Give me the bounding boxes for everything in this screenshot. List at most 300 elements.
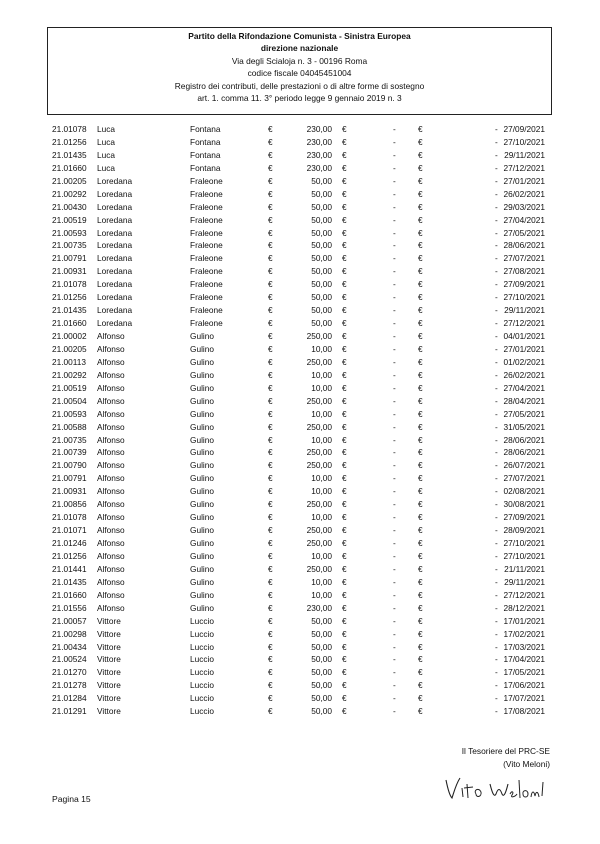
row-date: 27/07/2021 xyxy=(503,253,545,264)
euro-symbol: € xyxy=(418,253,423,264)
row-last-name: Fraleone xyxy=(190,292,223,303)
row-first-name: Alfonso xyxy=(97,331,125,341)
euro-symbol: € xyxy=(268,136,273,147)
table-row xyxy=(0,550,600,563)
empty-value-dash: - xyxy=(495,706,498,717)
row-last-name: Fraleone xyxy=(190,188,223,199)
empty-value-dash: - xyxy=(495,473,498,484)
row-first-name: Alfonso xyxy=(97,460,125,471)
handwritten-signature xyxy=(440,770,550,802)
euro-symbol: € xyxy=(342,538,347,548)
row-date: 26/02/2021 xyxy=(503,369,545,380)
empty-value-dash: - xyxy=(495,667,498,678)
row-first-name: Alfonso xyxy=(97,486,125,497)
row-date: 27/01/2021 xyxy=(503,175,545,186)
euro-symbol: € xyxy=(418,266,423,277)
row-first-name: Vittore xyxy=(97,680,121,691)
euro-symbol: € xyxy=(268,447,273,458)
table-row xyxy=(0,278,600,291)
row-last-name: Luccio xyxy=(190,667,214,678)
row-amount: 250,00 xyxy=(306,421,332,432)
row-date: 27/10/2021 xyxy=(503,136,545,147)
euro-symbol: € xyxy=(418,408,423,419)
row-code: 21.00430 xyxy=(52,201,87,212)
legal-reference: art. 1. comma 11. 3° periodo legge 9 gennaio 2019 n. 3 xyxy=(197,93,402,104)
row-last-name: Fraleone xyxy=(190,305,223,316)
euro-symbol: € xyxy=(342,473,347,484)
euro-symbol: € xyxy=(268,525,273,536)
euro-symbol: € xyxy=(342,136,347,147)
euro-symbol: € xyxy=(418,680,423,691)
row-first-name: Alfonso xyxy=(97,512,125,523)
empty-value-dash: - xyxy=(495,421,498,432)
euro-symbol: € xyxy=(418,369,423,380)
row-last-name: Gulino xyxy=(190,486,214,497)
euro-symbol: € xyxy=(268,680,273,691)
row-last-name: Gulino xyxy=(190,602,214,613)
euro-symbol: € xyxy=(342,227,347,238)
row-first-name: Alfonso xyxy=(97,602,125,613)
row-date: 30/08/2021 xyxy=(503,499,545,510)
euro-symbol: € xyxy=(268,628,273,639)
euro-symbol: € xyxy=(418,136,423,147)
row-date: 27/04/2021 xyxy=(503,382,545,393)
table-row xyxy=(0,369,600,382)
euro-symbol: € xyxy=(268,305,273,316)
table-row xyxy=(0,395,600,408)
empty-value-dash: - xyxy=(495,408,498,419)
table-row xyxy=(0,239,600,252)
euro-symbol: € xyxy=(268,253,273,264)
row-first-name: Loredana xyxy=(97,305,133,316)
row-first-name: Alfonso xyxy=(97,395,125,406)
row-date: 27/09/2021 xyxy=(503,124,545,134)
table-row xyxy=(0,472,600,485)
row-code: 21.01435 xyxy=(52,149,87,160)
table-row xyxy=(0,589,600,602)
empty-value-dash: - xyxy=(495,253,498,264)
euro-symbol: € xyxy=(268,162,273,173)
euro-symbol: € xyxy=(418,499,423,510)
euro-symbol: € xyxy=(342,421,347,432)
euro-symbol: € xyxy=(342,680,347,691)
row-amount: 50,00 xyxy=(311,227,332,238)
euro-symbol: € xyxy=(418,124,423,134)
row-date: 29/11/2021 xyxy=(504,576,545,587)
euro-symbol: € xyxy=(268,589,273,600)
euro-symbol: € xyxy=(268,641,273,652)
row-last-name: Fontana xyxy=(190,124,221,134)
row-amount: 10,00 xyxy=(311,434,332,445)
row-first-name: Vittore xyxy=(97,667,121,678)
row-first-name: Luca xyxy=(97,124,115,134)
row-amount: 50,00 xyxy=(311,641,332,652)
table-row xyxy=(0,485,600,498)
row-first-name: Alfonso xyxy=(97,343,125,354)
row-last-name: Fraleone xyxy=(190,318,223,329)
tax-code: codice fiscale 04045451004 xyxy=(247,68,352,79)
table-row xyxy=(0,576,600,589)
euro-symbol: € xyxy=(418,305,423,316)
row-date: 27/12/2021 xyxy=(503,318,545,329)
row-code: 21.00292 xyxy=(52,188,87,199)
empty-value-dash: - xyxy=(495,563,498,574)
row-amount: 10,00 xyxy=(311,343,332,354)
row-code: 21.00791 xyxy=(52,253,87,264)
row-code: 21.01256 xyxy=(52,292,87,303)
row-amount: 10,00 xyxy=(311,589,332,600)
empty-value-dash: - xyxy=(393,499,396,510)
empty-value-dash: - xyxy=(495,136,498,147)
euro-symbol: € xyxy=(268,149,273,160)
table-row xyxy=(0,162,600,175)
euro-symbol: € xyxy=(342,563,347,574)
table-row xyxy=(0,692,600,705)
euro-symbol: € xyxy=(268,434,273,445)
row-last-name: Gulino xyxy=(190,525,214,536)
empty-value-dash: - xyxy=(393,279,396,290)
euro-symbol: € xyxy=(418,486,423,497)
euro-symbol: € xyxy=(268,576,273,587)
row-amount: 250,00 xyxy=(306,331,332,341)
row-first-name: Alfonso xyxy=(97,563,125,574)
empty-value-dash: - xyxy=(393,550,396,561)
euro-symbol: € xyxy=(418,563,423,574)
euro-symbol: € xyxy=(418,188,423,199)
empty-value-dash: - xyxy=(495,305,498,316)
empty-value-dash: - xyxy=(393,473,396,484)
row-amount: 50,00 xyxy=(311,188,332,199)
table-row xyxy=(0,537,600,550)
euro-symbol: € xyxy=(418,421,423,432)
row-code: 21.00002 xyxy=(52,331,87,341)
row-code: 21.00205 xyxy=(52,343,87,354)
row-amount: 10,00 xyxy=(311,486,332,497)
row-code: 21.00113 xyxy=(52,356,86,367)
euro-symbol: € xyxy=(268,563,273,574)
euro-symbol: € xyxy=(342,447,347,458)
euro-symbol: € xyxy=(342,162,347,173)
euro-symbol: € xyxy=(342,356,347,367)
euro-symbol: € xyxy=(268,201,273,212)
empty-value-dash: - xyxy=(393,356,396,367)
row-date: 04/01/2021 xyxy=(503,331,545,341)
row-first-name: Loredana xyxy=(97,266,133,277)
euro-symbol: € xyxy=(268,188,273,199)
row-first-name: Vittore xyxy=(97,693,121,704)
empty-value-dash: - xyxy=(495,318,498,329)
table-row xyxy=(0,227,600,240)
row-code: 21.01660 xyxy=(52,162,87,173)
row-amount: 50,00 xyxy=(311,693,332,704)
euro-symbol: € xyxy=(268,486,273,497)
table-row xyxy=(0,511,600,524)
row-last-name: Luccio xyxy=(190,706,214,717)
empty-value-dash: - xyxy=(495,188,498,199)
euro-symbol: € xyxy=(342,305,347,316)
row-last-name: Fraleone xyxy=(190,279,223,290)
euro-symbol: € xyxy=(268,408,273,419)
row-last-name: Fraleone xyxy=(190,214,223,225)
empty-value-dash: - xyxy=(393,589,396,600)
row-date: 26/02/2021 xyxy=(503,188,545,199)
table-row xyxy=(0,459,600,472)
euro-symbol: € xyxy=(418,602,423,613)
euro-symbol: € xyxy=(342,253,347,264)
euro-symbol: € xyxy=(418,227,423,238)
empty-value-dash: - xyxy=(393,538,396,548)
empty-value-dash: - xyxy=(495,227,498,238)
row-code: 21.01441 xyxy=(52,563,87,574)
row-code: 21.00735 xyxy=(52,434,87,445)
row-date: 17/06/2021 xyxy=(503,680,545,691)
row-amount: 50,00 xyxy=(311,654,332,665)
table-row xyxy=(0,330,600,343)
euro-symbol: € xyxy=(342,201,347,212)
empty-value-dash: - xyxy=(495,175,498,186)
euro-symbol: € xyxy=(268,602,273,613)
empty-value-dash: - xyxy=(393,460,396,471)
row-code: 21.00434 xyxy=(52,641,87,652)
row-code: 21.01435 xyxy=(52,576,87,587)
euro-symbol: € xyxy=(342,175,347,186)
row-first-name: Alfonso xyxy=(97,525,125,536)
row-last-name: Gulino xyxy=(190,343,214,354)
row-date: 28/04/2021 xyxy=(503,395,545,406)
euro-symbol: € xyxy=(418,201,423,212)
row-amount: 10,00 xyxy=(311,369,332,380)
euro-symbol: € xyxy=(418,538,423,548)
table-row xyxy=(0,408,600,421)
euro-symbol: € xyxy=(342,214,347,225)
table-row xyxy=(0,252,600,265)
row-date: 17/03/2021 xyxy=(503,641,545,652)
row-last-name: Luccio xyxy=(190,680,214,691)
row-last-name: Fontana xyxy=(190,149,221,160)
empty-value-dash: - xyxy=(495,149,498,160)
euro-symbol: € xyxy=(268,292,273,303)
table-row xyxy=(0,563,600,576)
row-code: 21.01256 xyxy=(52,136,87,147)
euro-symbol: € xyxy=(418,615,423,626)
empty-value-dash: - xyxy=(393,318,396,329)
empty-value-dash: - xyxy=(495,124,498,134)
row-date: 27/10/2021 xyxy=(503,538,545,548)
empty-value-dash: - xyxy=(495,356,498,367)
row-last-name: Gulino xyxy=(190,576,214,587)
empty-value-dash: - xyxy=(393,136,396,147)
empty-value-dash: - xyxy=(393,421,396,432)
row-amount: 230,00 xyxy=(306,602,332,613)
empty-value-dash: - xyxy=(393,266,396,277)
row-last-name: Luccio xyxy=(190,628,214,639)
row-code: 21.01660 xyxy=(52,589,87,600)
euro-symbol: € xyxy=(418,693,423,704)
empty-value-dash: - xyxy=(495,395,498,406)
row-first-name: Loredana xyxy=(97,240,133,251)
row-last-name: Gulino xyxy=(190,550,214,561)
empty-value-dash: - xyxy=(495,266,498,277)
empty-value-dash: - xyxy=(393,447,396,458)
row-code: 21.01256 xyxy=(52,550,87,561)
row-last-name: Fontana xyxy=(190,162,221,173)
row-date: 17/04/2021 xyxy=(503,654,545,665)
table-row xyxy=(0,602,600,615)
euro-symbol: € xyxy=(342,654,347,665)
row-amount: 50,00 xyxy=(311,240,332,251)
empty-value-dash: - xyxy=(393,667,396,678)
row-last-name: Gulino xyxy=(190,356,214,367)
euro-symbol: € xyxy=(418,589,423,600)
row-code: 21.00519 xyxy=(52,214,87,225)
empty-value-dash: - xyxy=(393,486,396,497)
row-date: 27/08/2021 xyxy=(503,266,545,277)
row-code: 21.00790 xyxy=(52,460,87,471)
empty-value-dash: - xyxy=(393,214,396,225)
euro-symbol: € xyxy=(268,318,273,329)
euro-symbol: € xyxy=(418,343,423,354)
row-first-name: Vittore xyxy=(97,615,121,626)
euro-symbol: € xyxy=(418,292,423,303)
row-date: 21/11/2021 xyxy=(504,563,545,574)
row-code: 21.00856 xyxy=(52,499,87,510)
row-date: 27/10/2021 xyxy=(503,550,545,561)
empty-value-dash: - xyxy=(495,343,498,354)
euro-symbol: € xyxy=(418,706,423,717)
euro-symbol: € xyxy=(268,550,273,561)
table-row xyxy=(0,188,600,201)
empty-value-dash: - xyxy=(495,460,498,471)
row-code: 21.01435 xyxy=(52,305,87,316)
row-first-name: Loredana xyxy=(97,175,133,186)
euro-symbol: € xyxy=(268,706,273,717)
euro-symbol: € xyxy=(418,550,423,561)
row-amount: 50,00 xyxy=(311,175,332,186)
euro-symbol: € xyxy=(418,395,423,406)
row-amount: 10,00 xyxy=(311,408,332,419)
row-code: 21.01556 xyxy=(52,602,87,613)
row-amount: 50,00 xyxy=(311,680,332,691)
row-code: 21.01270 xyxy=(52,667,87,678)
row-amount: 10,00 xyxy=(311,473,332,484)
empty-value-dash: - xyxy=(495,331,498,341)
euro-symbol: € xyxy=(268,460,273,471)
table-row xyxy=(0,434,600,447)
empty-value-dash: - xyxy=(495,693,498,704)
euro-symbol: € xyxy=(342,576,347,587)
empty-value-dash: - xyxy=(393,525,396,536)
row-date: 27/10/2021 xyxy=(503,292,545,303)
euro-symbol: € xyxy=(342,279,347,290)
euro-symbol: € xyxy=(418,525,423,536)
euro-symbol: € xyxy=(268,538,273,548)
row-date: 27/12/2021 xyxy=(503,589,545,600)
euro-symbol: € xyxy=(268,615,273,626)
euro-symbol: € xyxy=(342,615,347,626)
euro-symbol: € xyxy=(418,382,423,393)
row-code: 21.00931 xyxy=(52,266,87,277)
euro-symbol: € xyxy=(342,589,347,600)
row-first-name: Loredana xyxy=(97,188,133,199)
table-row xyxy=(0,615,600,628)
row-last-name: Fraleone xyxy=(190,201,223,212)
row-amount: 230,00 xyxy=(306,162,332,173)
empty-value-dash: - xyxy=(495,382,498,393)
empty-value-dash: - xyxy=(393,124,396,134)
row-amount: 50,00 xyxy=(311,279,332,290)
row-date: 27/05/2021 xyxy=(503,408,545,419)
row-date: 27/09/2021 xyxy=(503,279,545,290)
row-last-name: Gulino xyxy=(190,434,214,445)
euro-symbol: € xyxy=(418,654,423,665)
euro-symbol: € xyxy=(418,175,423,186)
empty-value-dash: - xyxy=(393,693,396,704)
euro-symbol: € xyxy=(342,706,347,717)
row-amount: 250,00 xyxy=(306,525,332,536)
signature-block xyxy=(400,745,550,771)
row-first-name: Loredana xyxy=(97,253,133,264)
row-last-name: Gulino xyxy=(190,460,214,471)
row-code: 21.00205 xyxy=(52,175,87,186)
row-first-name: Luca xyxy=(97,136,115,147)
row-code: 21.01278 xyxy=(52,680,87,691)
row-date: 27/01/2021 xyxy=(503,343,545,354)
empty-value-dash: - xyxy=(393,369,396,380)
euro-symbol: € xyxy=(268,214,273,225)
euro-symbol: € xyxy=(342,667,347,678)
table-row xyxy=(0,679,600,692)
row-date: 29/11/2021 xyxy=(504,149,545,160)
row-amount: 50,00 xyxy=(311,706,332,717)
row-date: 01/02/2021 xyxy=(503,356,545,367)
euro-symbol: € xyxy=(268,240,273,251)
row-amount: 10,00 xyxy=(311,550,332,561)
euro-symbol: € xyxy=(268,693,273,704)
row-code: 21.00519 xyxy=(52,382,87,393)
euro-symbol: € xyxy=(418,214,423,225)
euro-symbol: € xyxy=(342,382,347,393)
row-amount: 50,00 xyxy=(311,318,332,329)
euro-symbol: € xyxy=(342,343,347,354)
row-amount: 250,00 xyxy=(306,499,332,510)
table-row xyxy=(0,628,600,641)
euro-symbol: € xyxy=(418,279,423,290)
row-code: 21.00588 xyxy=(52,421,87,432)
euro-symbol: € xyxy=(268,421,273,432)
row-first-name: Alfonso xyxy=(97,369,125,380)
empty-value-dash: - xyxy=(495,292,498,303)
table-row xyxy=(0,214,600,227)
euro-symbol: € xyxy=(268,279,273,290)
row-code: 21.00298 xyxy=(52,628,87,639)
euro-symbol: € xyxy=(418,628,423,639)
row-date: 31/05/2021 xyxy=(503,421,545,432)
row-date: 28/12/2021 xyxy=(503,602,545,613)
row-last-name: Luccio xyxy=(190,693,214,704)
row-first-name: Alfonso xyxy=(97,434,125,445)
empty-value-dash: - xyxy=(393,512,396,523)
row-last-name: Gulino xyxy=(190,421,214,432)
row-last-name: Gulino xyxy=(190,473,214,484)
row-code: 21.01246 xyxy=(52,538,87,548)
euro-symbol: € xyxy=(342,486,347,497)
table-row xyxy=(0,446,600,459)
row-code: 21.01284 xyxy=(52,693,87,704)
euro-symbol: € xyxy=(418,356,423,367)
empty-value-dash: - xyxy=(393,292,396,303)
table-row xyxy=(0,149,600,162)
row-first-name: Alfonso xyxy=(97,589,125,600)
